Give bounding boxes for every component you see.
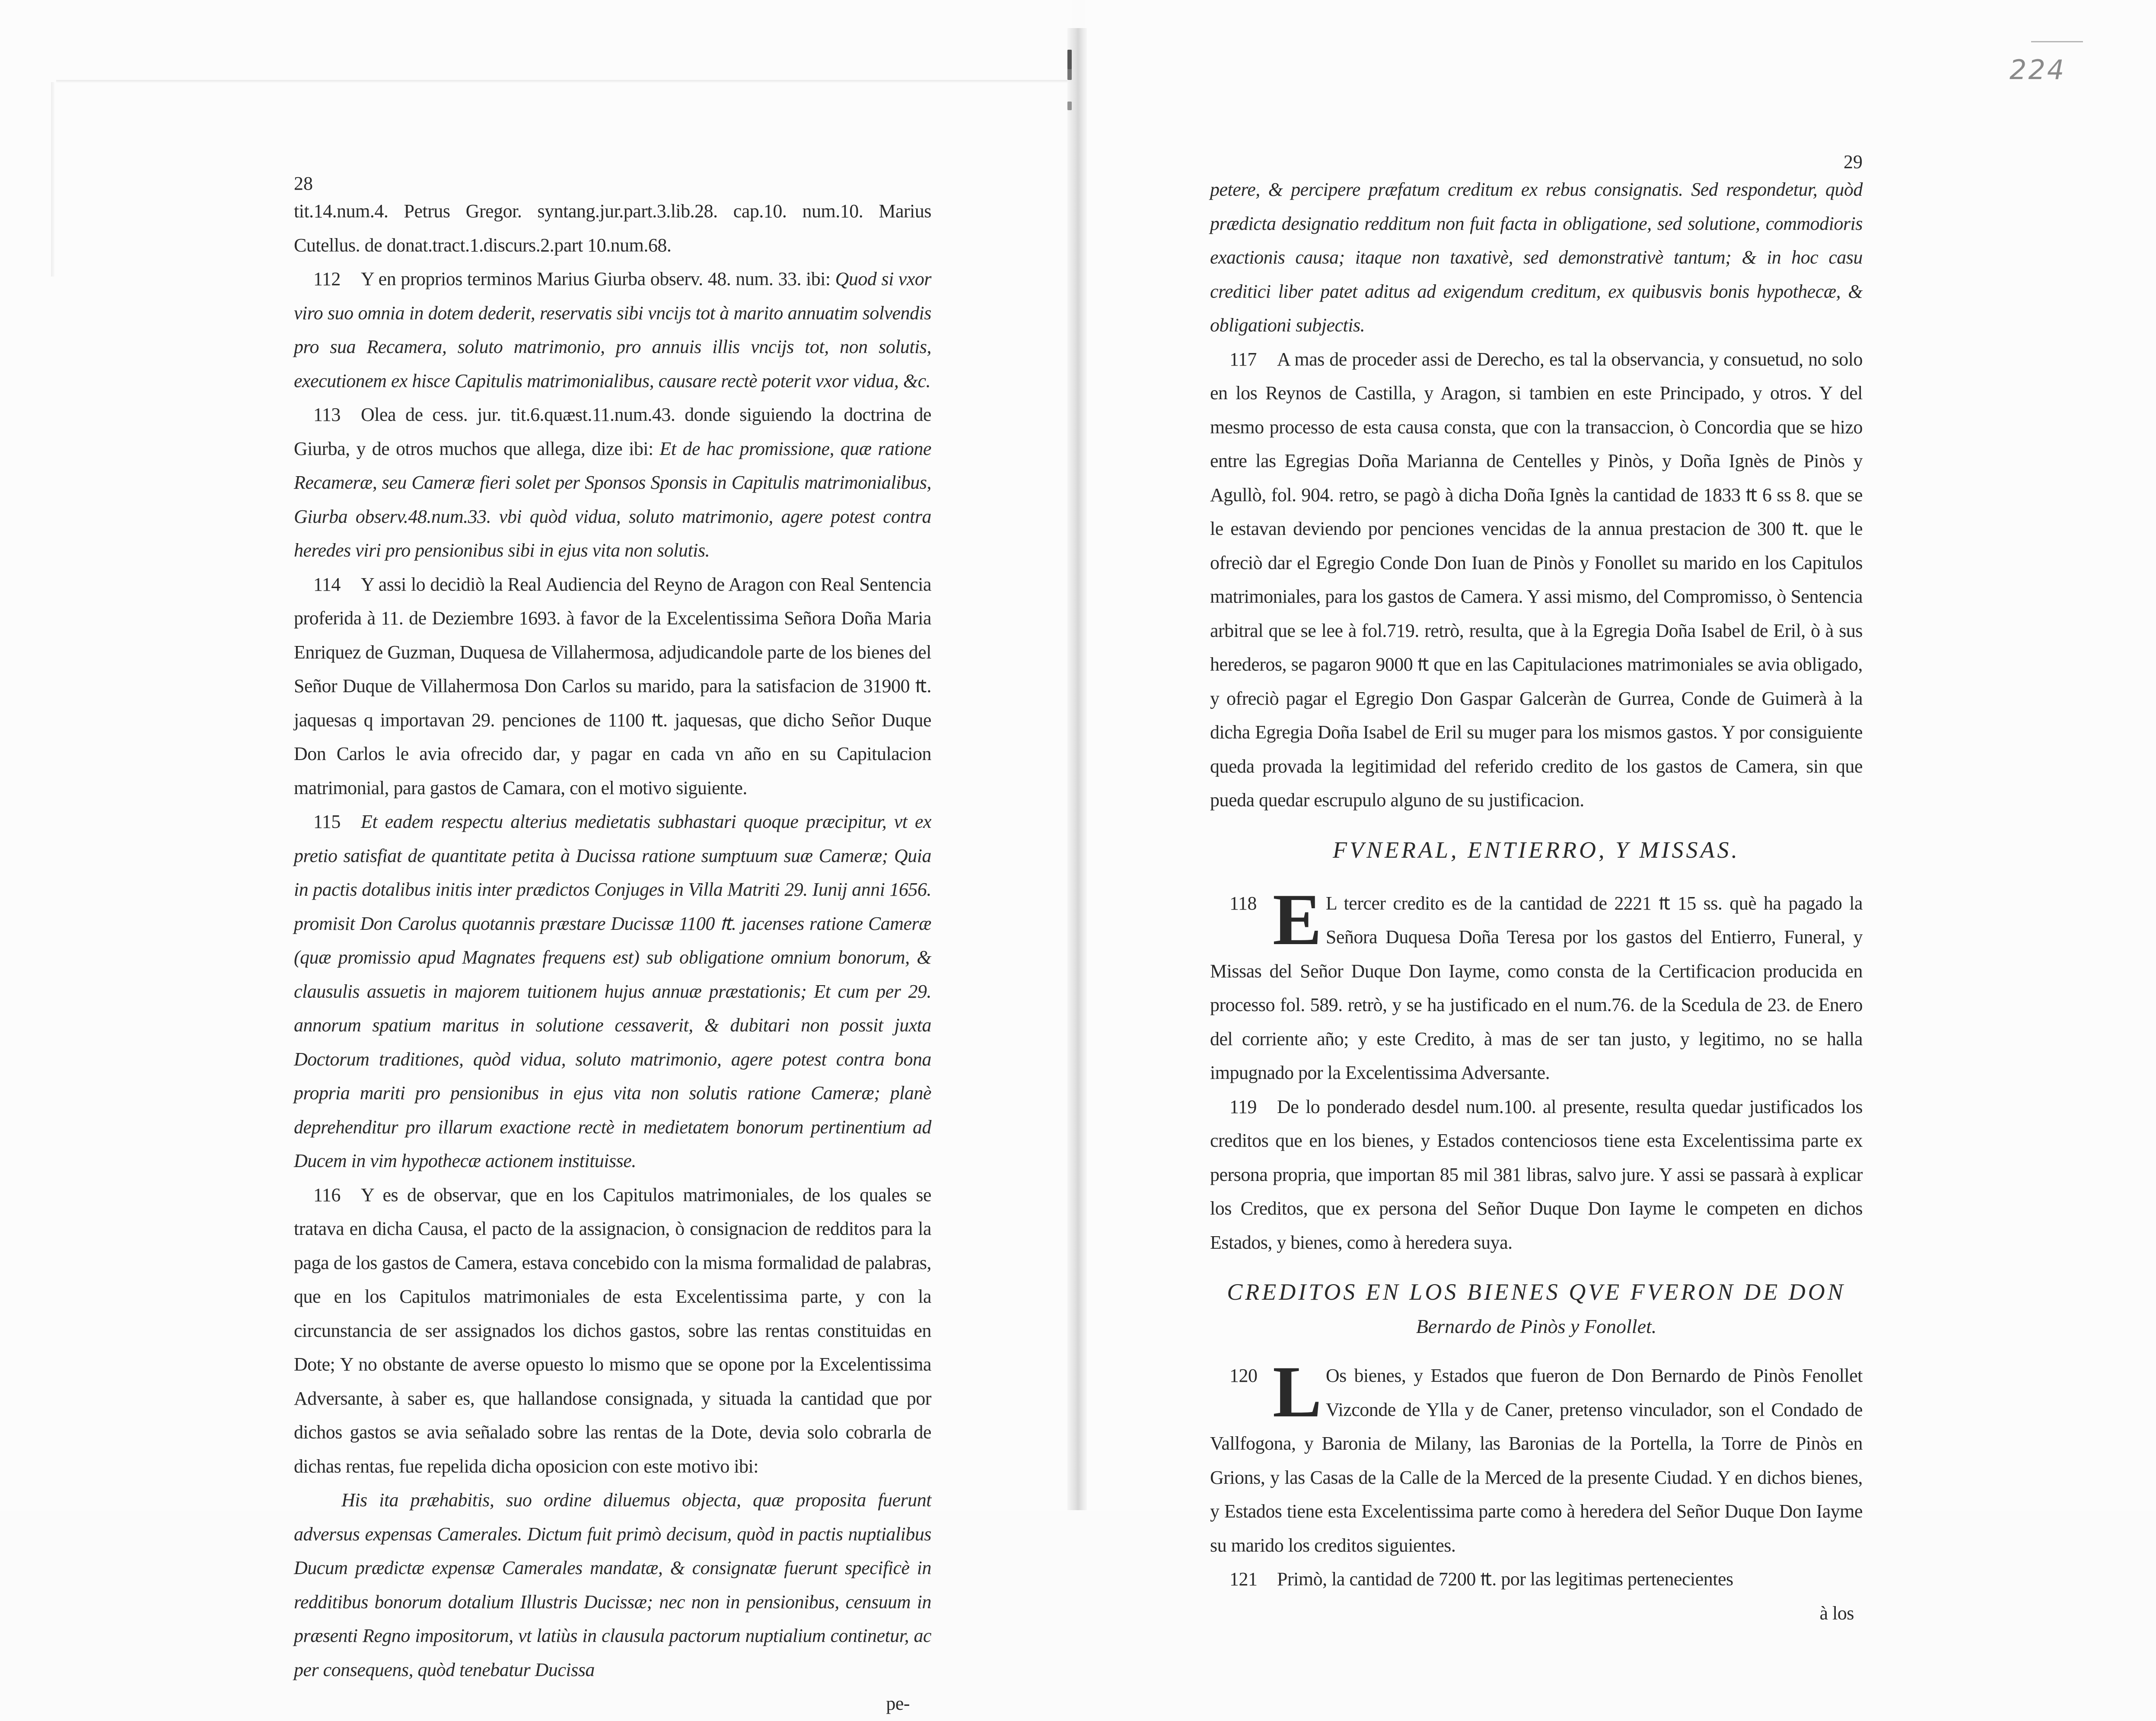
gutter-ink-mark bbox=[1067, 102, 1072, 110]
paragraph-112: 112 Y en proprios terminos Marius Giurba observ. 48. num. 33. ibi: Quod si vxor viro suo omnia in dotem dederit, reservatis sibi vncijs tot à marito annuatim solvendis pro sua Recamera, soluto matrimonio, pro annuis illis vncijs tot, non solutis, executionem ex hisce Capitulis matrimonialibus, causare rectè poterit vxor vidua, &c. bbox=[294, 262, 931, 398]
paragraph-number: 120 bbox=[1229, 1365, 1258, 1386]
pencil-rule bbox=[2031, 41, 2083, 42]
paragraph-number: 113 bbox=[313, 404, 341, 425]
paragraph-116: 116 Y es de observar, que en los Capitulos matrimoniales, de los quales se tratava en dicha Causa, el pacto de la assignacion, ò consignacion de redditos para la paga de los gastos de Camera, estava concebido con la misma formalidad de palabras, que en los Capitulos matrimoniales de esta Excelentissima parte, y con la circunstancia de ser assignados los dichos gastos, sobre las rentas constituidas en Dote; Y no obstante de averse opuesto lo mismo que se opone por la Excelentissima Adversante, à saber es, que hallandose consignada, y situada la cantidad que por dichos gastos se avia señalado sobre las rentas de la Dote, devia solo cobrarla de dichas rentas, fue repelida dicha oposicion con este motivo ibi: bbox=[294, 1178, 931, 1484]
paragraph-114: 114 Y assi lo decidiò la Real Audiencia del Reyno de Aragon con Real Sentencia proferida à 11. de Deziembre 1693. à favor de la Excelentissima Señora Doña Maria Enriquez de Guzman, Duquesa de Villahermosa, adjudicandole parte de los bienes del Señor Duque de Villahermosa Don Carlos su marido, para la satisfacion de 31900 ₶. jaquesas q importavan 29. penciones de 1100 ₶. jaquesas, que dicho Señor Duque Don Carlos le avia ofrecido dar, y pagar en cada vn año en su Capitulacion matrimonial, para gastos de Camara, con el motivo siguiente. bbox=[294, 568, 931, 805]
catchword: à los bbox=[1819, 1602, 1854, 1624]
paragraph-number: 114 bbox=[313, 573, 341, 595]
page-edge-shadow bbox=[51, 82, 54, 277]
paragraph-118: 118 E L tercer credito es de la cantidad de 2221 ₶ 15 ss. què ha pagado la Señora Duquesa Doña Teresa por los gastos del Entierro, Funeral, y Missas del Señor Duque Don Iayme, como consta de la Certificacion producida en processo fol. 589. retrò, y se ha justificado en el num.76. de la Scedula de 23. de Enero del corriente año; y este Credito, à mas de ser tan justo, y legitimo, no se halla impugnado por la Excelentissima Adversante. bbox=[1210, 878, 1863, 1083]
latin-quotation: Quod si vxor viro suo omnia in dotem dederit, reservatis sibi vncijs tot à marito annuatim solvendis pro sua Recamera, soluto matrimonio, pro annuis illis vncijs tot, non solutis, executionem ex hisce Capitulis matrimonialibus, causare rectè poterit vxor vidua, &c. bbox=[294, 268, 931, 391]
paragraph-number: 112 bbox=[313, 268, 341, 289]
paragraph-number: 117 bbox=[1229, 348, 1257, 370]
latin-quotation-continued: petere, & percipere præfatum creditum ex rebus consignatis. Sed respondetur, quòd prædicta designatio redditum non fuit facta in obligatione, sed solutione, commodioris exactionis causa; itaque non taxativè, sed demonstrativè tantum; & in hoc casu creditici liber patet aditus ad exigendum creditum, ex quibusvis bonis hypothecæ, & obligationi subjectis. bbox=[1210, 179, 1863, 336]
page-edge-shadow bbox=[56, 80, 1072, 83]
paragraph-number: 115 bbox=[313, 811, 341, 832]
paragraph-121: 121 Primò, la cantidad de 7200 ₶. por las legitimas pertenecientes bbox=[1210, 1562, 1863, 1597]
right-text-column bbox=[1210, 151, 1863, 1630]
section-heading-funeral: FVNERAL, ENTIERRO, Y MISSAS. bbox=[1333, 837, 1740, 863]
intro-citation: tit.14.num.4. Petrus Gregor. syntang.jur.part.3.lib.28. cap.10. num.10. Marius Cutellus. de donat.tract.1.discurs.2.part 10.num.68. bbox=[294, 200, 931, 256]
drop-cap: L bbox=[1273, 1351, 1322, 1432]
section-heading-creditos: CREDITOS EN LOS BIENES QVE FVERON DE DON Bernardo de Pinòs y Fonollet. bbox=[1210, 1272, 1863, 1342]
paragraph-119: 119 De lo ponderado desdel num.100. al presente, resulta quedar justificados los creditos que en los bienes, y Estados contenciosos tiene esta Excelentissima parte ex persona propria, que importan 85 mil 381 libras, salvo jure. Y assi se passarà à explicar los Creditos, que ex persona del Señor Duque Don Iayme le competen en dichos Estados, y bienes, como à heredera suya. bbox=[1210, 1090, 1863, 1260]
handwritten-folio-number: 224 bbox=[2010, 54, 2066, 86]
paragraph-number: 121 bbox=[1229, 1568, 1258, 1590]
paragraph-117: 117 A mas de proceder assi de Derecho, es tal la observancia, y consuetud, no solo en los Reynos de Castilla, y Aragon, si tambien en este Principado, y otros. Y del mesmo processo de esta causa consta, que con la transaccion, ò Concordia que se hizo entre las Egregias Doña Marianna de Centelles y Pinòs, y Doña Ignès de Pinòs y Agullò, fol. 904. retro, se pagò à dicha Doña Ignès la cantidad de 1833 ₶ 6 ss 8. que se le estavan deviendo por penciones vencidas de la annua prestacion de 300 ₶. que le ofreciò dar el Egregio Conde Don Iuan de Pinòs y Fonollet su marido en los Capitulos matrimoniales, para los gastos de Camera. Y assi mismo, del Compromisso, ò Sentencia arbitral que se lee à fol.719. retrò, resulta, que à la Egregia Doña Isabel de Eril, ò à sus herederos, se pagaron 9000 ₶ que en las Capitulaciones matrimoniales se avia obligado, y ofreciò pagar el Egregio Don Gaspar Galceràn de Gurrea, Conde de Guimerà à la dicha Egregia Doña Isabel de Eril su muger para los mismos gastos. Y por consiguiente queda provada la legitimidad del referido credito de los gastos de Camera, sin que pueda quedar escrupulo alguno de su justificacion. bbox=[1210, 343, 1863, 818]
catchword: pe- bbox=[886, 1693, 910, 1714]
latin-quotation: Et eadem respectu alterius medietatis subhastari quoque præcipitur, vt ex pretio satisfiat de quantitate petita à Ducissa ratione sumptuum suæ Cameræ; Quia in pactis dotalibus initis inter prædictos Conjuges in Villa Matriti 29. Iunij anni 1656. promisit Don Carolus quotannis præstare Ducissæ 1100 ₶. jacenses ratione Cameræ (quæ promissio apud Magnates frequens est) sub obligatione omnium bonorum, & clausulis assuetis in majorem tuitionem hujus annuæ præstationis; Et cum per 29. annorum spatium maritus in solutione cessaverit, & dubitari non possit juxta Doctorum traditiones, quòd vidua, soluto matrimonio, agere potest contra bona propria mariti pro pensionibus in ejus vita non solutis ratione Cameræ; planè deprehenditur pro illarum exactione rectè in medietatem bonorum pertinentium ad Ducem in vim hypothecæ actionem instituisse. bbox=[294, 811, 931, 1171]
latin-block-quote: His ita præhabitis, suo ordine diluemus objecta, quæ proposita fuerunt adversus expensas Camerales. Dictum fuit primò decisum, quòd in pactis nuptialibus Ducum prædictæ expensæ Camerales mandatæ, & consignatæ fuerunt specificè in redditibus bonorum dotalium Illustris Ducissæ; nec non in pensionibus, censuum in præsenti Regno impositorum, vt latiùs in clausula pactorum nuptialium continetur, ac per consequens, quòd tenebatur Ducissa bbox=[294, 1489, 931, 1680]
paragraph-113: 113 Olea de cess. jur. tit.6.quæst.11.num.43. donde siguiendo la doctrina de Giurba, y de otros muchos que allega, dize ibi: Et de hac promissione, quæ ratione Recameræ, seu Cameræ fieri solet per Sponsos Sponsis in Capitulis matrimonialibus, Giurba observ.48.num.33. vbi quòd vidua, soluto matrimonio, agere potest contra heredes viri pro pensionibus sibi in ejus vita non solutis. bbox=[294, 398, 931, 568]
paragraph-115 bbox=[294, 805, 931, 1178]
paragraph-number: 118 bbox=[1229, 892, 1257, 914]
drop-cap: E bbox=[1273, 878, 1322, 960]
paragraph-number: 116 bbox=[313, 1184, 341, 1206]
book-spine-gutter bbox=[1067, 28, 1087, 1510]
page-number: 29 bbox=[1844, 151, 1863, 172]
page-number: 28 bbox=[294, 173, 313, 194]
left-text-column bbox=[294, 173, 931, 1721]
gutter-ink-mark bbox=[1067, 65, 1072, 80]
section-subheading: Bernardo de Pinòs y Fonollet. bbox=[1416, 1315, 1657, 1337]
paragraph-120: 120 L Os bienes, y Estados que fueron de Don Bernardo de Pinòs Fenollet Vizconde de Ylla y de Caner, pretenso vinculador, son el Condado de Vallfogona, y Baronia de Milany, las Baronias de la Portella, la Torre de Pinòs en Grions, y las Casas de la Calle de la Merced de la presente Ciudad. Y en dichos bienes, y Estados tiene esta Excelentissima parte como à heredera del Señor Duque Don Iayme su marido los creditos siguientes. bbox=[1210, 1351, 1863, 1556]
paragraph-number: 119 bbox=[1229, 1096, 1257, 1117]
latin-quotation: Et de hac promissione, quæ ratione Recameræ, seu Cameræ fieri solet per Sponsos Sponsis in Capitulis matrimonialibus, Giurba observ.48.num.33. vbi quòd vidua, soluto matrimonio, agere potest contra heredes viri pro pensionibus sibi in ejus vita non solutis. bbox=[294, 438, 931, 561]
